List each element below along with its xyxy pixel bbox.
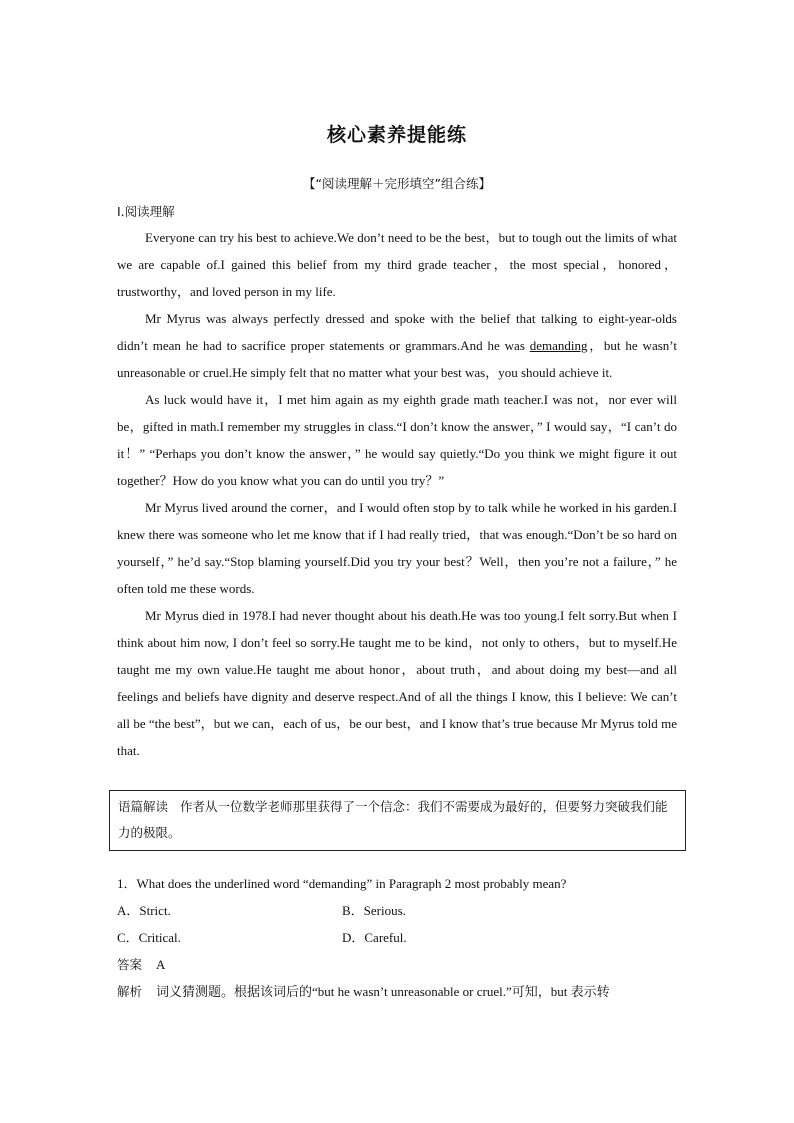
passage-paragraph-5: Mr Myrus died in 1978.I had never thought about his death.He was too young.I felt sorry.But when I think about him now, I don’t feel so sorry.He taught me to be kind，not only to others，but to myself.He taught me my own value.He taught me about honor，about truth，and about doing my best—and all feelings and beliefs have dignity and deserve respect.And of all the things I know, this I believe: We can’t all be “the best”，but we can，each of us，be our best，and I know that’s true because Mr Myrus told me that. [117, 608, 677, 758]
page-title: 核心素养提能练 [326, 124, 467, 146]
analysis-line [117, 978, 679, 1005]
analysis-text: 词义猜测题。根据该词后的“but he wasn’t unreasonable or cruel.”可知，but 表示转 [156, 984, 610, 999]
option-c: C．Critical. [117, 930, 181, 945]
option-b: B．Serious. [342, 903, 406, 918]
section-heading-reading: Ⅰ.阅读理解 [117, 204, 175, 219]
reading-passage [117, 224, 677, 764]
paragraph-2-text-before: Mr Myrus was always perfectly dressed and spoke with the belief that talking to eight-year-olds didn’t mean he had to sacrifice proper statements or grammars.And he was [117, 311, 677, 353]
answer-value: A [156, 957, 166, 972]
passage-summary-box [109, 790, 686, 851]
answer-label: 答案 [117, 957, 143, 972]
question-stem: 1．What does the underlined word “demanding” in Paragraph 2 most probably mean? [117, 876, 567, 891]
question-1 [117, 870, 679, 1005]
answer-options [117, 897, 679, 951]
paragraph-2-text-after: ，but he wasn’t unreasonable or cruel.He simply felt that no matter what your best was，you should achieve it. [117, 338, 677, 380]
underlined-word-demanding: demanding [529, 338, 588, 353]
exercise-subtitle: 【“阅读理解＋完形填空”组合练】 [303, 176, 491, 191]
passage-paragraph-4: Mr Myrus lived around the corner，and I would often stop by to talk while he worked in his garden.I knew there was someone who let me know that if I had really tried，that was enough.“Don’t be so hard on yourself，” he’d say.“Stop blaming yourself.Did you try your best？Well，then you’re not a failure，” he often told me these words. [117, 500, 677, 596]
answer-line [117, 951, 679, 978]
option-a: A．Strict. [117, 903, 171, 918]
passage-paragraph-1: Everyone can try his best to achieve.We don’t need to be the best，but to tough out the limits of what we are capable of.I gained this belief from my third grade teacher，the most special，honored，trustworthy，and loved person in my life. [117, 230, 677, 299]
summary-label: 语篇解读 [118, 799, 169, 814]
passage-paragraph-2 [117, 305, 677, 386]
passage-paragraph-3: As luck would have it，I met him again as my eighth grade math teacher.I was not，nor ever will be，gifted in math.I remember my struggles in class.“I don’t know the answer，” I would say，“I can’t do it！” “Perhaps you don’t know the answer，” he would say quietly.“Do you think we might figure it out together？How do you know what you can do until you try？” [117, 392, 677, 488]
summary-text: 作者从一位数学老师那里获得了一个信念：我们不需要成为最好的，但要努力突破我们能力的极限。 [118, 799, 668, 840]
analysis-label: 解析 [117, 984, 143, 999]
option-d: D．Careful. [342, 930, 407, 945]
